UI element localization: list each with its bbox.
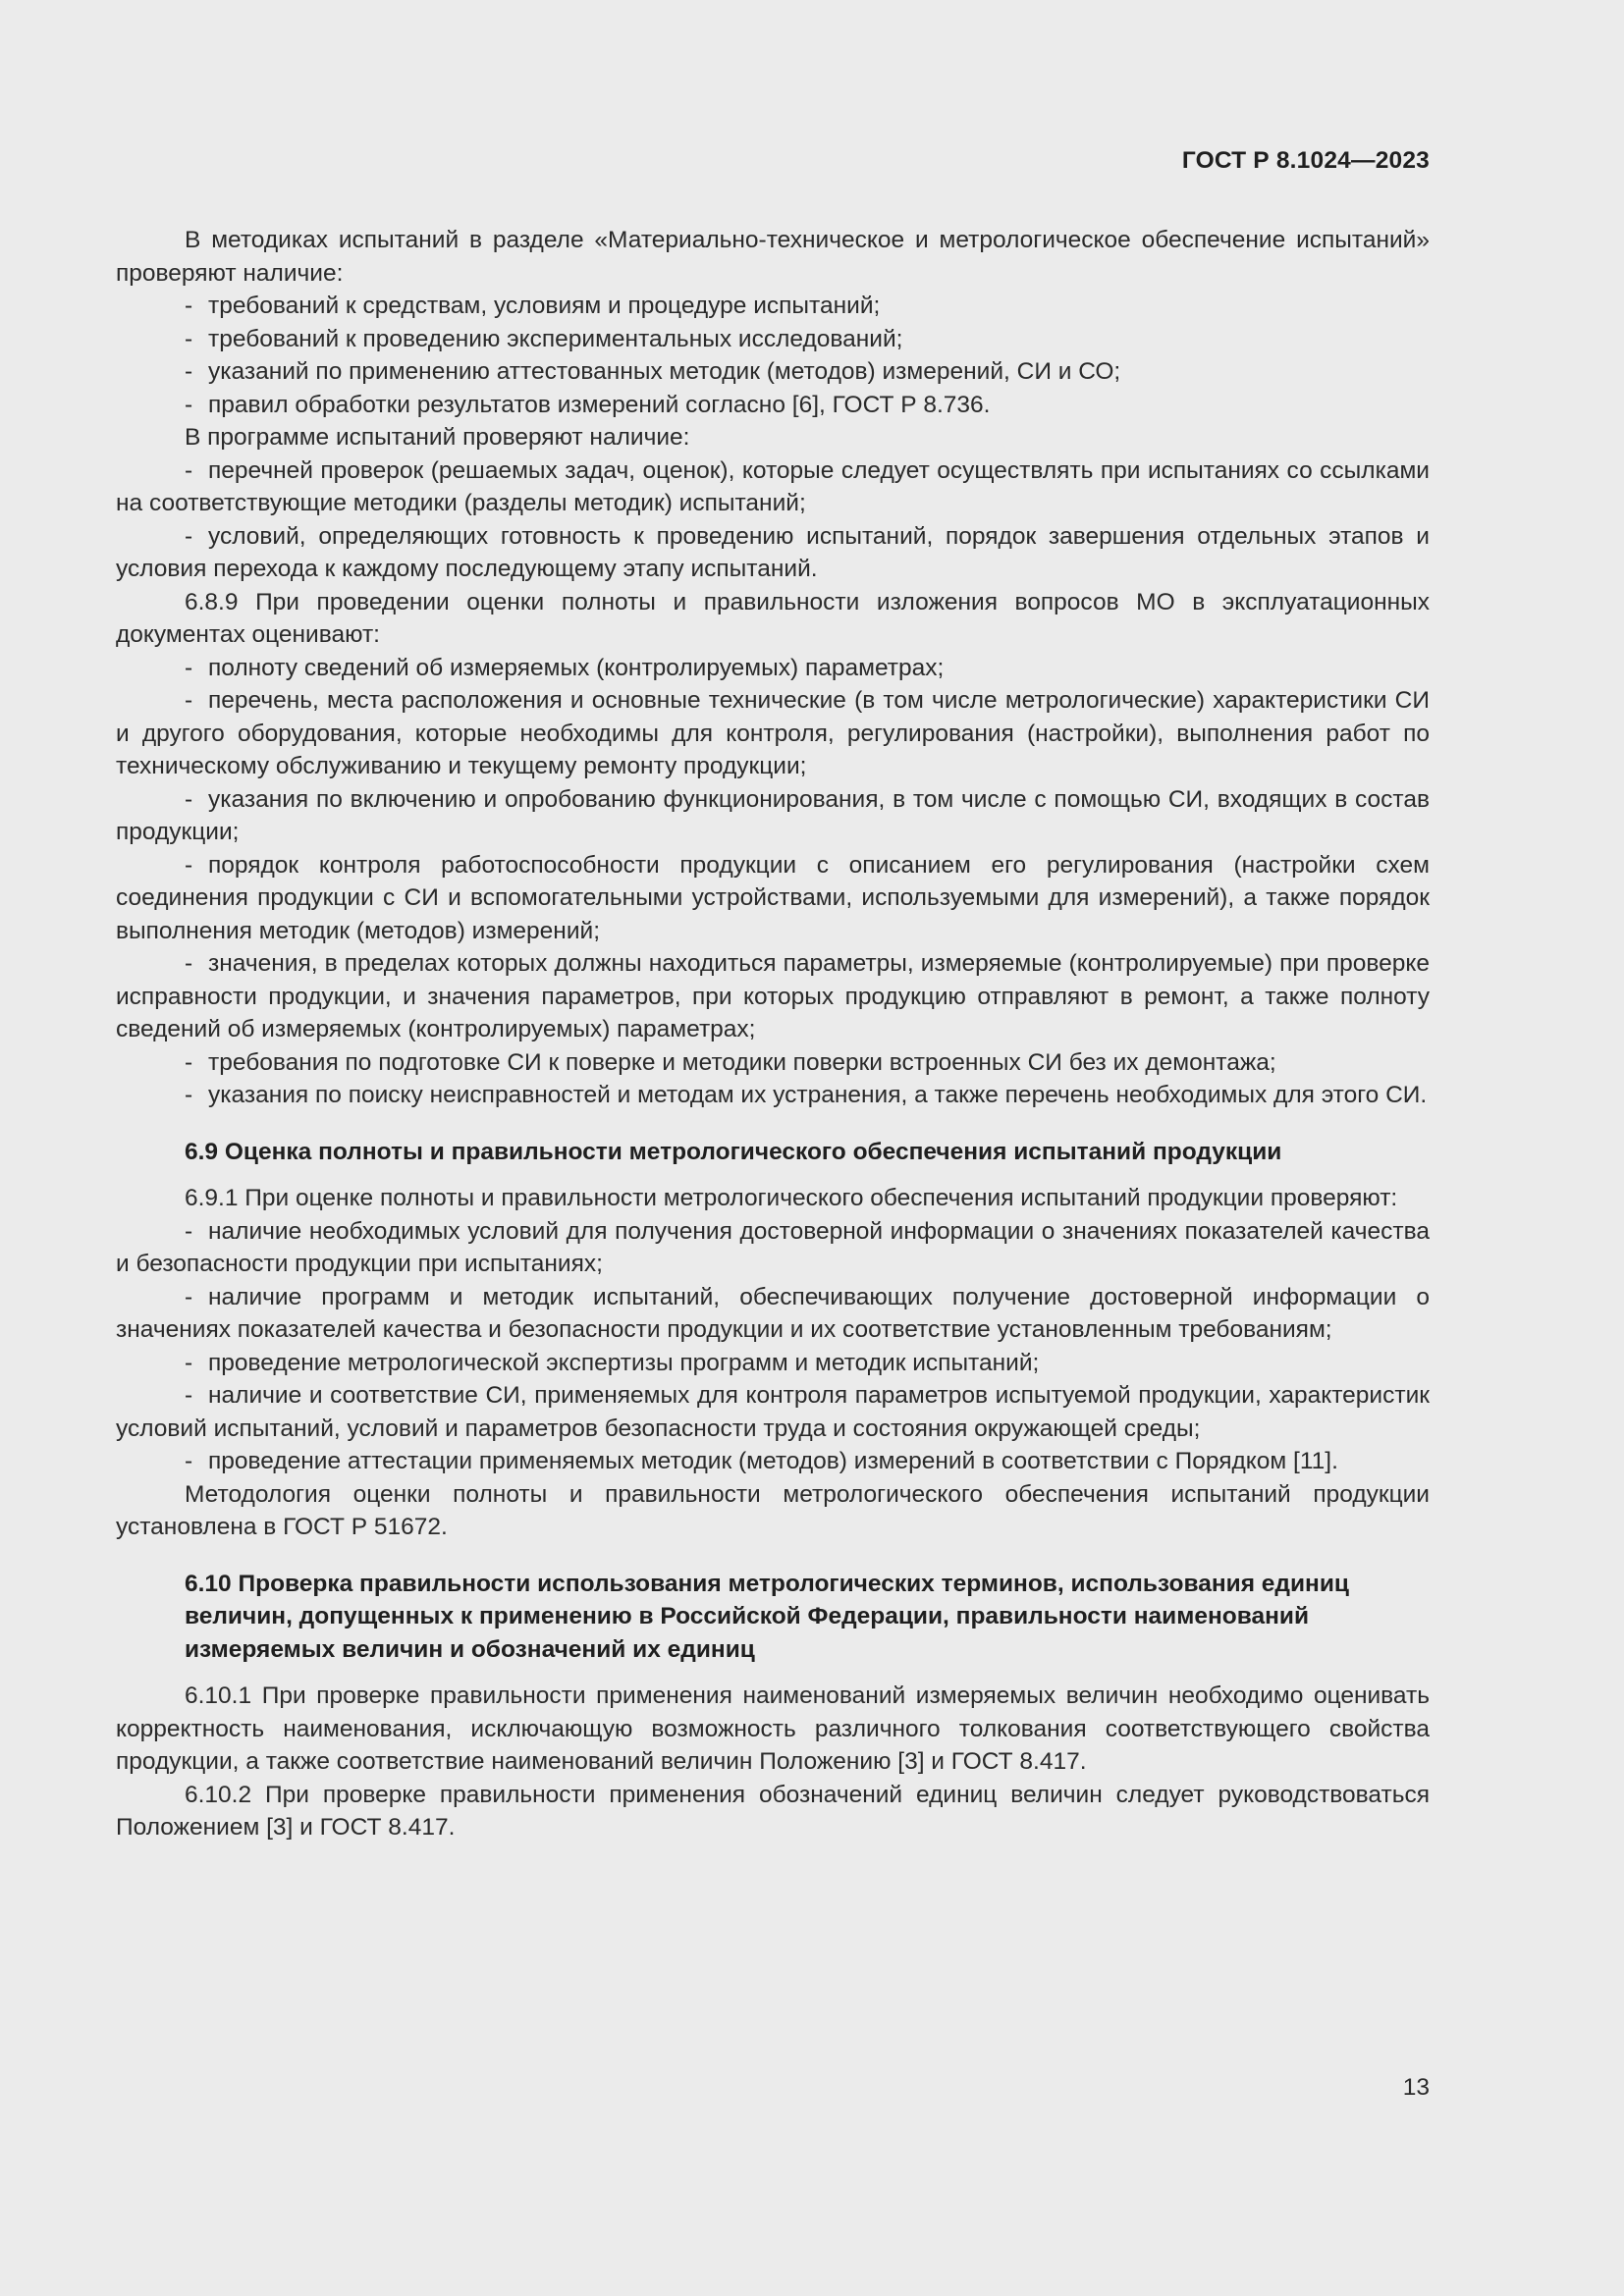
list-item-text: проведение метрологической экспертизы программ и методик испытаний; xyxy=(208,1349,1040,1376)
list-dash: - xyxy=(185,687,193,714)
list-dash: - xyxy=(185,1448,193,1474)
list-item xyxy=(116,1079,1430,1112)
list-item-text: наличие необходимых условий для получения достоверной информации о значениях показателей качества и безопасности продукции при испытаниях; xyxy=(116,1217,1430,1277)
list-item xyxy=(116,1379,1430,1445)
list-item-text: значения, в пределах которых должны находиться параметры, измеряемые (контролируемые) при проверке исправности продукции, и значения параметров, при которых продукцию отправляют в ремонт, а также полноту сведений об измеряемых (контролируемых) параметрах; xyxy=(116,950,1430,1042)
list-item xyxy=(116,290,1430,323)
list-item-text: наличие программ и методик испытаний, обеспечивающих получение достоверной информации о значениях показателей качества и безопасности продукции и их соответствие установленным требованиям; xyxy=(116,1283,1430,1343)
paragraph: Методология оценки полноты и правильности метрологического обеспечения испытаний продукции установлена в ГОСТ Р 51672. xyxy=(116,1480,1430,1540)
list-item-text: условий, определяющих готовность к проведению испытаний, порядок завершения отдельных этапов и условия перехода к каждому последующему этапу испытаний. xyxy=(116,522,1430,582)
list-item-text: требования по подготовке СИ к поверке и методики поверки встроенных СИ без их демонтажа; xyxy=(208,1048,1276,1076)
list-item-text: перечень, места расположения и основные технические (в том числе метрологические) характеристики СИ и другого оборудования, которые необходимы для контроля, регулирования (настройки), выполнения работ по техническому обслуживанию и текущему ремонту продукции; xyxy=(116,687,1430,779)
paragraph: В программе испытаний проверяют наличие: xyxy=(185,424,690,451)
list-item-text: правил обработки результатов измерений согласно [6], ГОСТ Р 8.736. xyxy=(208,391,991,418)
list-dash: - xyxy=(185,293,193,319)
list-item xyxy=(116,520,1430,586)
list-item-text: перечней проверок (решаемых задач, оценок), которые следует осуществлять при испытаниях со ссылками на соответствующие методики (разделы методик) испытаний; xyxy=(116,456,1430,516)
list-item-text: требований к проведению экспериментальных исследований; xyxy=(208,325,903,352)
list-item-text: указания по включению и опробованию функционирования, в том числе с помощью СИ, входящих в состав продукции; xyxy=(116,785,1430,845)
list-item xyxy=(116,684,1430,783)
list-item xyxy=(116,323,1430,356)
list-dash: - xyxy=(185,325,193,352)
list-item-text: указания по поиску неисправностей и методам их устранения, а также перечень необходимых для этого СИ. xyxy=(208,1082,1428,1108)
list-item xyxy=(116,1215,1430,1281)
list-dash: - xyxy=(185,358,193,385)
list-item-text: наличие и соответствие СИ, применяемых для контроля параметров испытуемой продукции, характеристик условий испытаний, условий и параметров безопасности труда и состояния окружающей среды; xyxy=(116,1382,1430,1442)
list-dash: - xyxy=(185,522,193,550)
list-dash: - xyxy=(185,654,193,681)
list-dash: - xyxy=(185,1082,193,1108)
paragraph: 6.10.2 При проверке правильности применения обозначений единиц величин следует руководствоваться Положением [3] и ГОСТ 8.417. xyxy=(116,1781,1430,1841)
list-dash: - xyxy=(185,851,193,879)
list-item xyxy=(116,849,1430,948)
list-item xyxy=(116,355,1430,389)
list-item-text: полноту сведений об измеряемых (контролируемых) параметрах; xyxy=(208,654,945,681)
section-heading: 6.10 Проверка правильности использования метрологических терминов, использования единиц величин, допущенных к применению в Российской Федерации, правильности наименований измеряемых величин и обозначений их единиц xyxy=(185,1570,1349,1663)
list-dash: - xyxy=(185,1048,193,1076)
list-dash: - xyxy=(185,1382,193,1409)
paragraph: В методиках испытаний в разделе «Материально-техническое и метрологическое обеспечение испытаний» проверяют наличие: xyxy=(116,227,1430,287)
paragraph: 6.10.1 При проверке правильности применения наименований измеряемых величин необходимо оценивать корректность наименования, исключающую возможность различного толкования соответствующего свойства продукции, а также соответствие наименований величин Положению [3] и ГОСТ 8.417. xyxy=(116,1682,1430,1775)
list-item-text: проведение аттестации применяемых методик (методов) измерений в соответствии с Порядком [11]. xyxy=(208,1448,1338,1474)
section-heading: 6.9 Оценка полноты и правильности метрологического обеспечения испытаний продукции xyxy=(185,1138,1282,1165)
list-dash: - xyxy=(185,456,193,484)
list-item xyxy=(116,783,1430,849)
list-item xyxy=(116,947,1430,1046)
list-item xyxy=(116,1445,1430,1478)
document-body xyxy=(116,224,1430,1844)
list-item-text: порядок контроля работоспособности продукции с описанием его регулирования (настройки схем соединения продукции с СИ и вспомогательными устройствами, используемыми для измерений), а также порядок выполнения методик (методов) измерений; xyxy=(116,851,1430,944)
list-dash: - xyxy=(185,391,193,418)
paragraph: 6.9.1 При оценке полноты и правильности метрологического обеспечения испытаний продукции проверяют: xyxy=(185,1185,1398,1211)
list-item xyxy=(116,389,1430,422)
list-item xyxy=(116,454,1430,520)
list-dash: - xyxy=(185,785,193,813)
list-item xyxy=(116,652,1430,685)
list-dash: - xyxy=(185,1217,193,1245)
list-item-text: указаний по применению аттестованных методик (методов) измерений, СИ и СО; xyxy=(208,358,1121,385)
list-item xyxy=(116,1281,1430,1347)
list-dash: - xyxy=(185,1349,193,1376)
list-item xyxy=(116,1347,1430,1380)
paragraph: 6.8.9 При проведении оценки полноты и правильности изложения вопросов МО в эксплуатационных документах оценивают: xyxy=(116,588,1430,648)
page-number: 13 xyxy=(1402,2074,1430,2101)
list-item-text: требований к средствам, условиям и процедуре испытаний; xyxy=(208,293,881,319)
list-item xyxy=(116,1046,1430,1080)
document-header: ГОСТ Р 8.1024—2023 xyxy=(1181,147,1430,174)
list-dash: - xyxy=(185,950,193,977)
list-dash: - xyxy=(185,1283,193,1310)
